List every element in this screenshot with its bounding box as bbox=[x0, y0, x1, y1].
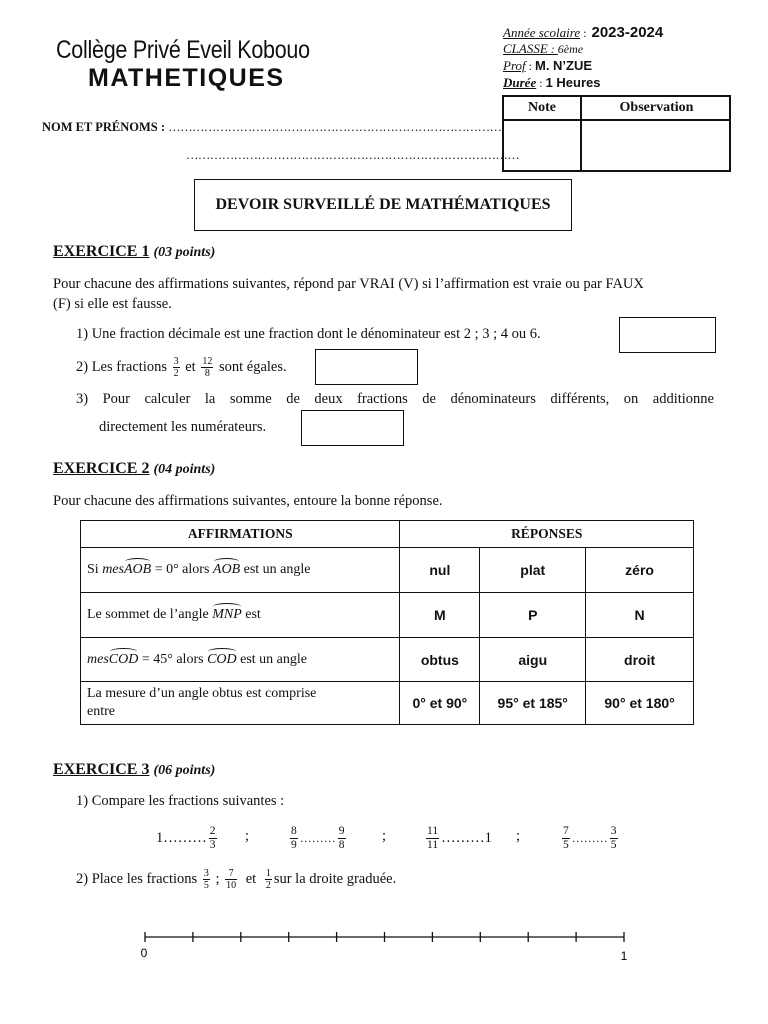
name-dots-2: ………………………………………………………………………… bbox=[186, 148, 520, 162]
col-reponses: RÉPONSES bbox=[400, 521, 694, 548]
name-label: NOM ET PRÉNOMS : bbox=[42, 120, 166, 134]
year-value: 2023-2024 bbox=[591, 24, 664, 41]
answer-option[interactable]: 90° et 180° bbox=[586, 682, 694, 725]
year-line: Année scolaire : 2023-2024 bbox=[503, 24, 664, 41]
ex1-item-1: 1) Une fraction décimale est une fraction dont le dénominateur est 2 ; 3 ; 4 ou 6. bbox=[76, 326, 541, 342]
ex3-title: EXERCICE 3 bbox=[53, 761, 150, 778]
ex1-answer-box-3[interactable] bbox=[301, 410, 404, 446]
answer-option[interactable]: nul bbox=[400, 548, 480, 593]
ex2-heading bbox=[53, 460, 215, 478]
answer-option[interactable]: 0° et 90° bbox=[400, 682, 480, 725]
duration-value: 1 Heures bbox=[545, 75, 601, 90]
exam-title-text: DEVOIR SURVEILLÉ DE MATHÉMATIQUES bbox=[215, 196, 551, 213]
ex2-intro: Pour chacune des affirmations suivantes, entoure la bonne réponse. bbox=[53, 493, 443, 509]
ex1-item-2: 2) Les fractions $\frac{3}{2}$ et $\frac{12}{8}$ sont égales. bbox=[76, 356, 287, 380]
ex2-points: (04 points) bbox=[153, 462, 216, 477]
table-row bbox=[81, 682, 694, 725]
affirmation-1: Si mesAOB = 0° alors AOB est un angle bbox=[81, 548, 400, 593]
ex1-heading bbox=[53, 243, 215, 261]
ex1-intro-1: Pour chacune des affirmations suivantes, répond par VRAI (V) si l’affirmation est vraie ou par FAUX bbox=[53, 276, 644, 292]
year-label: Année scolaire bbox=[503, 25, 581, 40]
ex1-item-3-line-2: directement les numérateurs. bbox=[99, 419, 267, 435]
name-dots: ………………………………………………………………………… bbox=[168, 120, 502, 134]
ex1-answer-box-1[interactable] bbox=[619, 317, 716, 353]
grade-note-header: Note bbox=[528, 100, 556, 115]
answer-option[interactable]: plat bbox=[480, 548, 586, 593]
exam-title bbox=[194, 179, 572, 231]
school-name: Collège Privé Eveil Kobouo bbox=[56, 36, 310, 64]
ex1-intro-2: (F) si elle est fausse. bbox=[53, 296, 172, 312]
affirmation-3: mesCOD = 45° alors COD est un angle bbox=[81, 638, 400, 682]
answer-option[interactable]: aigu bbox=[480, 638, 586, 682]
answer-option[interactable]: 95° et 185° bbox=[480, 682, 586, 725]
col-affirmations: AFFIRMATIONS bbox=[81, 521, 400, 548]
answer-option[interactable]: N bbox=[586, 593, 694, 638]
name-field[interactable] bbox=[42, 120, 501, 135]
ex1-answer-box-2[interactable] bbox=[315, 349, 418, 385]
table-row bbox=[81, 593, 694, 638]
ex1-item-3-line-1: 3) Pour calculer la somme de deux fractions de dénominateurs différents, on additionne bbox=[76, 391, 714, 407]
separator: ; bbox=[382, 828, 387, 844]
grade-observation-header: Observation bbox=[619, 100, 694, 115]
ex1-title: EXERCICE 1 bbox=[53, 243, 150, 260]
prof-value: M. N’ZUE bbox=[534, 58, 593, 73]
answer-option[interactable]: M bbox=[400, 593, 480, 638]
separator: ; bbox=[245, 828, 250, 844]
fraction: $\frac{3}{2}$ bbox=[173, 356, 179, 380]
grade-table bbox=[502, 95, 731, 172]
prof-line: Prof : M. N’ZUE bbox=[503, 58, 593, 73]
answer-option[interactable]: droit bbox=[586, 638, 694, 682]
table-row bbox=[81, 548, 694, 593]
class-value: 6ème bbox=[557, 42, 584, 56]
ex3-item-2: 2) Place les fractions $\frac{3}{5}$ ; $\frac{7}{10}$ et $\frac{1}{2}$ sur la droite graduée. bbox=[76, 868, 397, 892]
comparison-1: 1……… $\frac{2}{3}$ bbox=[156, 825, 216, 852]
duration-line: Durée : 1 Heures bbox=[503, 75, 601, 90]
ex2-title: EXERCICE 2 bbox=[53, 460, 150, 477]
ex3-points: (06 points) bbox=[153, 763, 216, 778]
prof-label: Prof bbox=[503, 58, 526, 73]
separator: ; bbox=[516, 828, 521, 844]
answer-option[interactable]: zéro bbox=[586, 548, 694, 593]
table-header-row bbox=[81, 521, 694, 548]
axis-start-label: 0 bbox=[140, 946, 148, 960]
ex1-points: (03 points) bbox=[153, 245, 216, 260]
answer-option[interactable]: P bbox=[480, 593, 586, 638]
comparison-3: $\frac{11}{11}$ ………1 bbox=[427, 825, 492, 852]
comparison-2: $\frac{8}{9}$ ……… $\frac{9}{8}$ bbox=[291, 825, 345, 852]
class-label: CLASSE bbox=[503, 41, 548, 56]
number-line[interactable] bbox=[130, 925, 640, 970]
affirmations-table bbox=[80, 520, 694, 725]
fraction: $\frac{12}{8}$ bbox=[202, 356, 213, 380]
comparison-4: $\frac{7}{5}$ ……… $\frac{3}{5}$ bbox=[563, 825, 617, 852]
class-line: CLASSE : 6ème bbox=[503, 41, 584, 56]
affirmation-2: Le sommet de l’angle MNP est bbox=[81, 593, 400, 638]
duration-label: Durée bbox=[503, 75, 537, 90]
answer-option[interactable]: obtus bbox=[400, 638, 480, 682]
subject-title: MATHETIQUES bbox=[88, 64, 285, 92]
axis-end-label: 1 bbox=[620, 949, 628, 963]
table-row bbox=[81, 638, 694, 682]
ex3-heading bbox=[53, 761, 215, 779]
ex3-item-1: 1) Compare les fractions suivantes : bbox=[76, 793, 285, 809]
affirmation-4: La mesure d’un angle obtus est comprise entre bbox=[81, 682, 400, 725]
